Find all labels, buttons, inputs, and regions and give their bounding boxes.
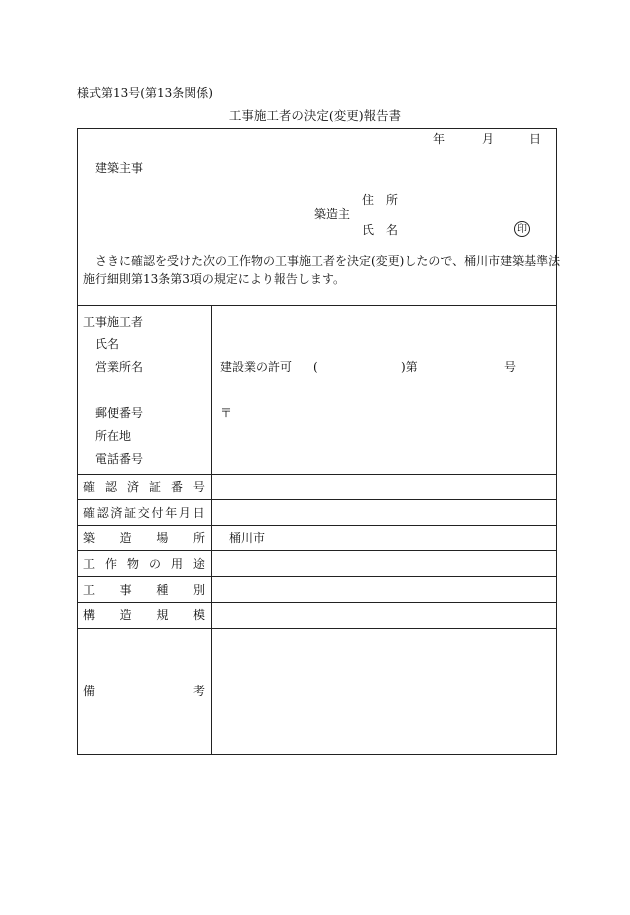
label-char: 別 [192, 583, 205, 597]
label-char: 作 [104, 557, 117, 571]
applicant-address-label: 住 所 [362, 193, 399, 207]
row-divider [77, 525, 557, 526]
date-month-label: 月 [482, 132, 495, 146]
license-open-paren: ( [313, 360, 318, 374]
label-char: 物 [126, 557, 139, 571]
form-frame [77, 128, 557, 755]
statement-line-1: さきに確認を受けた次の工作物の工事施工者を決定(変更)したので、桶川市建築基準法 [95, 254, 561, 268]
purpose-label [83, 558, 205, 570]
statement-line-2: 施行細則第13条第3項の規定により報告します。 [83, 272, 345, 286]
label-char: 所 [192, 531, 205, 545]
label-char: 工 [83, 557, 96, 571]
label-char: 認 [104, 480, 117, 494]
contractor-postal-label: 郵便番号 [95, 406, 144, 420]
label-char: 途 [192, 557, 205, 571]
site-label [83, 532, 205, 544]
row-divider [77, 602, 557, 603]
applicant-role: 築造主 [314, 207, 351, 221]
contractor-phone-label: 電話番号 [95, 452, 144, 466]
label-char: 工 [83, 583, 96, 597]
license-close-paren: )第 [401, 360, 418, 374]
contractor-office-label: 営業所名 [95, 360, 144, 374]
applicant-name-label: 氏 名 [362, 223, 399, 237]
addressee: 建築主事 [95, 161, 144, 175]
label-char: 構 [83, 608, 96, 622]
label-char: 号 [192, 480, 205, 494]
section-divider [77, 305, 557, 306]
date-year-label: 年 [433, 132, 446, 146]
date-day-label: 日 [529, 132, 542, 146]
site-value: 桶川市 [229, 531, 266, 545]
work-type-label [83, 584, 205, 596]
scale-label [83, 609, 205, 621]
label-char: 造 [119, 608, 132, 622]
confirm-number-label [83, 481, 205, 493]
label-char: 事 [119, 583, 132, 597]
form-number: 様式第13号(第13条関係) [77, 86, 213, 100]
label-char: の [148, 557, 161, 571]
confirm-date-label: 確認済証交付年月日 [83, 506, 207, 520]
label-char: 造 [119, 531, 132, 545]
label-char: 用 [170, 557, 183, 571]
row-divider [77, 628, 557, 629]
label-char: 確 [83, 480, 96, 494]
license-suffix: 号 [504, 360, 517, 374]
contractor-heading: 工事施工者 [83, 315, 144, 329]
postal-mark: 〒 [220, 406, 233, 420]
license-label: 建設業の許可 [220, 360, 293, 374]
contractor-name-label: 氏名 [95, 337, 120, 351]
row-divider [77, 499, 557, 500]
label-char: 済 [126, 480, 139, 494]
label-char: 模 [192, 608, 205, 622]
label-char: 種 [156, 583, 169, 597]
label-char: 場 [156, 531, 169, 545]
label-char: 番 [170, 480, 183, 494]
form-title: 工事施工者の決定(変更)報告書 [228, 108, 402, 123]
label-char: 証 [148, 480, 161, 494]
label-char: 規 [156, 608, 169, 622]
label-char: 考 [192, 684, 205, 698]
row-divider [77, 576, 557, 577]
label-char: 備 [83, 684, 96, 698]
label-char: 築 [83, 531, 96, 545]
seal-mark: 印 [514, 221, 530, 237]
contractor-address-label: 所在地 [95, 429, 132, 443]
column-divider [211, 305, 212, 755]
row-divider [77, 550, 557, 551]
remarks-label [83, 685, 205, 697]
row-divider [77, 474, 557, 475]
